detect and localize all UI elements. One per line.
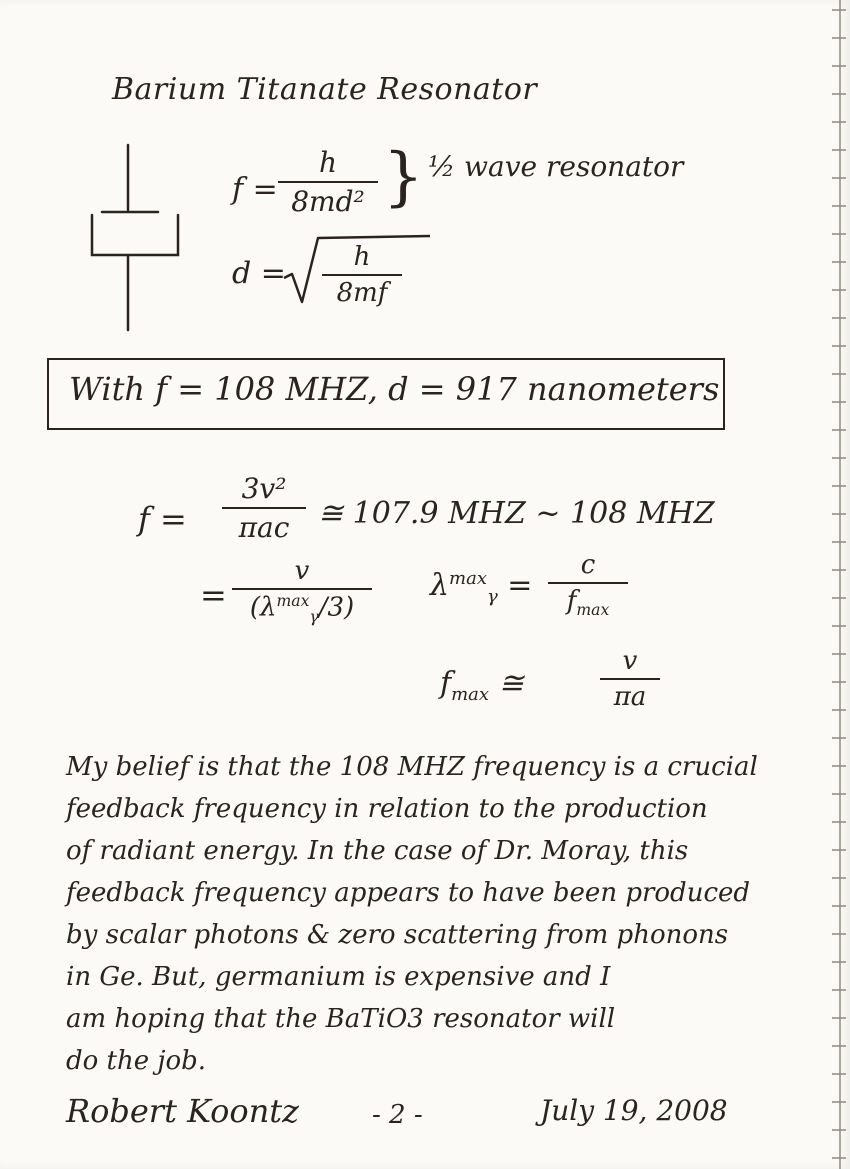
formula-fmax-lhs (440, 666, 524, 705)
formula-distance-numerator: h (353, 242, 371, 272)
formula-v-den-lambda: λ (260, 592, 277, 623)
formula-fmax-fraction (600, 646, 660, 712)
formula-lambda-numerator: c (580, 550, 596, 580)
formula-fmax-sub: max (451, 684, 490, 705)
page-number: - 2 - (372, 1100, 423, 1130)
formula-v-den-rest: /3) (318, 592, 355, 623)
paragraph-line: of radiant energy. In the case of Dr. Moray, this (66, 836, 689, 866)
formula-v-den-sub: γ (309, 607, 319, 626)
formula-f-numerator: 3v² (241, 472, 287, 505)
paragraph-line: feedback frequency appears to have been produced (66, 878, 751, 908)
formula-f-lhs: f = (138, 500, 187, 538)
formula-v-numerator: v (294, 556, 310, 586)
paragraph-line: do the job. (66, 1046, 207, 1076)
formula-v-denominator: $(\lambda^{max}_\gamma/3)$ (249, 592, 355, 626)
formula-lambda-eq: = (507, 568, 533, 603)
brace-glyph: } (383, 140, 424, 214)
formula-lambda-sub: γ (486, 586, 498, 607)
signature: Robert Koontz (66, 1092, 300, 1130)
boxed-result (47, 358, 725, 430)
formula-lambda-symbol: λ (430, 568, 450, 603)
formula-v-den-sup: max (276, 592, 310, 610)
formula-f-denominator: πac (238, 511, 290, 544)
formula-frequency-numerator: h (318, 146, 338, 179)
paragraph-line: feedback frequency in relation to the production (66, 794, 708, 824)
formula-lambda-fraction (548, 550, 628, 619)
formula-lambda-denominator (548, 586, 628, 619)
paragraph-line: by scalar photons & zero scattering from phonons (66, 920, 729, 950)
formula-frequency-lhs: f = (232, 172, 278, 207)
formula-fmax-numerator: v (622, 646, 638, 676)
paragraph-line: My belief is that the 108 MHZ frequency is a crucial (66, 752, 758, 782)
formula-v-fraction (232, 556, 372, 626)
resonator-sketch (80, 140, 190, 335)
notebook-margin-ticks (818, 0, 848, 1169)
page-date: July 19, 2008 (540, 1094, 728, 1127)
boxed-result-text: With f = 108 MHZ, d = 917 nanometers (69, 370, 720, 408)
formula-distance-fraction (322, 242, 402, 308)
paragraph-line: am hoping that the BaTiO3 resonator will (66, 1004, 616, 1034)
page-title: Barium Titanate Resonator (112, 72, 538, 107)
formula-lambda-den-sub: max (576, 601, 610, 620)
formula-lambda-sup: max (449, 568, 487, 589)
formula-frequency-fraction (278, 146, 378, 218)
formula-f-fraction (222, 472, 306, 544)
formula-f-rhs: ≅ 107.9 MHZ ~ 108 MHZ (318, 496, 715, 531)
formula-lambda-den-f: f (566, 586, 577, 616)
formula-v-lhs: = (200, 576, 227, 614)
formula-lambda-lhs (430, 568, 532, 607)
paragraph-line: in Ge. But, germanium is expensive and I (66, 962, 611, 992)
formula-fmax-f: f (440, 666, 452, 701)
formula-fmax-approx: ≅ (498, 666, 524, 701)
formula-frequency-note: ½ wave resonator (428, 150, 684, 183)
formula-frequency-denominator: 8md² (291, 185, 365, 218)
formula-fmax-denominator: πa (613, 682, 647, 712)
formula-distance-lhs: d = (232, 256, 286, 291)
formula-distance-denominator: 8mf (336, 278, 388, 308)
